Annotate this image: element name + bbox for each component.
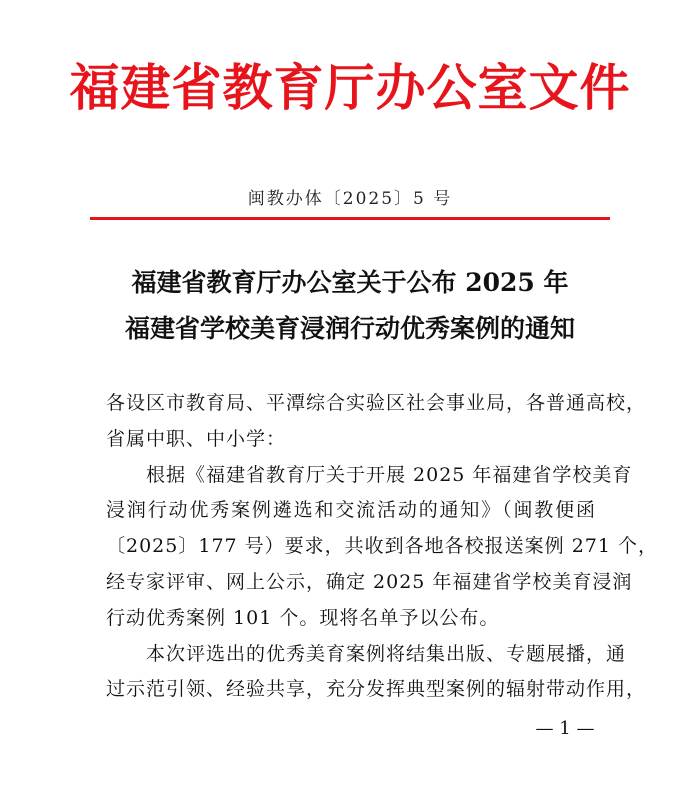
notice-title-line-2: 福建省学校美育浸润行动优秀案例的通知 (124, 314, 575, 343)
body-line: 本次评选出的优秀美育案例将结集出版、专题展播，通 (146, 642, 627, 665)
body-line: 行动优秀案例 101 个。现将名单予以公布。 (106, 606, 500, 629)
page-number: — 1 — (535, 718, 595, 739)
document-header: 福建省教育厅办公室文件 (69, 58, 631, 117)
document-number: 闽教办体〔2025〕5 号 (247, 189, 453, 209)
document-body (106, 386, 659, 708)
body-line: 根据《福建省教育厅关于开展 2025 年福建省学校美育 (146, 463, 633, 486)
body-line: 〔2025〕177 号）要求，共收到各地各校报送案例 271 个， (106, 535, 659, 558)
red-divider (90, 217, 610, 220)
body-line: 省属中职、中小学： (106, 427, 287, 450)
body-line: 经专家评审、网上公示，确定 2025 年福建省学校美育浸润 (106, 570, 633, 593)
body-line: 过示范引领、经验共享，充分发挥典型案例的辐射带动作用， (106, 678, 647, 701)
body-line: 浸润行动优秀案例遴选和交流活动的通知》（闽教便函 (106, 499, 596, 522)
body-line: 各设区市教育局、平潭综合实验区社会事业局，各普通高校， (106, 392, 647, 414)
notice-title-line-1: 福建省教育厅办公室关于公布 2025 年 (131, 268, 569, 297)
